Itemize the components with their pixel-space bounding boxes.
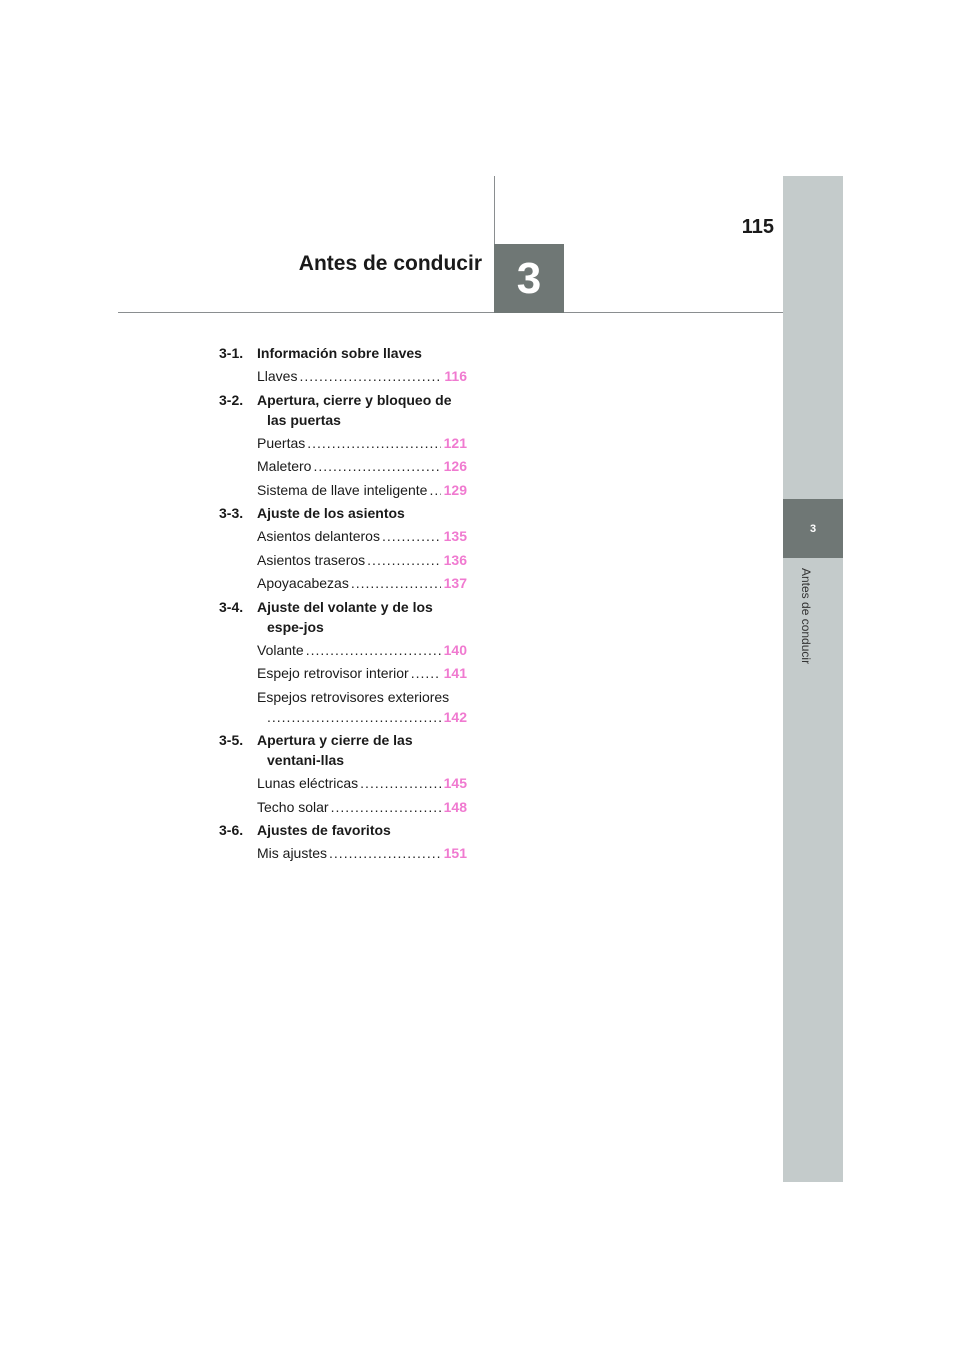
page-reference-link[interactable]: 141 [443,665,467,681]
toc-entry-label: Lunas eléctricas [257,775,359,791]
toc-entry[interactable] [257,773,467,793]
page-reference-link[interactable]: 136 [443,551,467,568]
section-title: Apertura y cierre de las ventani-llas [257,732,413,768]
side-tab-label: Antes de conducir [799,568,813,665]
page-reference-link[interactable]: 145 [443,775,467,791]
toc-entry-label: Sistema de llave inteligente [257,481,428,498]
toc-entry-label: Puertas [257,434,306,451]
toc-entry[interactable] [257,480,467,500]
dot-leader [360,773,440,793]
section-title: Ajuste de los asientos [257,505,405,521]
dot-leader [351,573,441,593]
toc-entry-label: Techo solar [257,798,329,815]
section-title: Ajuste del volante y de los espe-jos [257,598,433,635]
section-title: Información sobre llaves [257,345,422,361]
dot-leader [429,480,440,500]
page-reference-link[interactable]: 126 [443,458,467,474]
toc-section-heading [219,503,467,523]
toc-entry[interactable] [257,640,467,660]
dot-leader [267,707,441,727]
toc-entry-label: Apoyacabezas [257,575,349,591]
toc-entry-label: Maletero [257,458,312,474]
page-reference-link[interactable]: 116 [444,368,467,384]
section-number: 3-1. [219,345,244,361]
dot-leader [299,366,441,386]
toc-section-heading [219,597,467,637]
dot-leader [313,456,440,476]
section-number: 3-5. [219,732,244,748]
header-horizontal-rule [118,312,783,313]
toc-section-heading [219,390,467,430]
dot-leader [331,797,441,817]
toc-entry[interactable] [257,526,467,546]
toc-entry[interactable] [257,663,467,683]
dot-leader [411,663,441,683]
section-number: 3-6. [219,822,244,838]
toc-entry-label: Llaves [257,368,298,384]
dot-leader [329,843,441,863]
page-reference-link[interactable]: 142 [443,708,467,725]
chapter-title: Antes de conducir [298,252,482,275]
toc-entry-label: Espejo retrovisor interior [257,665,409,681]
toc-entry-label: Asientos delanteros [257,528,380,544]
toc-entry[interactable] [257,550,467,570]
toc-entry-label: Mis ajustes [257,845,328,861]
page-reference-link[interactable]: 151 [443,845,467,861]
page-reference-link[interactable]: 148 [443,798,467,815]
toc-entry[interactable] [257,366,467,386]
section-number: 3-4. [219,598,244,615]
page-reference-link[interactable]: 129 [443,481,467,498]
toc-section-heading [219,730,467,770]
dot-leader [307,433,440,453]
dot-leader [382,526,441,546]
toc-entry[interactable] [257,843,467,863]
toc-entry[interactable] [257,797,467,817]
toc-section-heading [219,820,467,840]
section-title: Apertura, cierre y bloqueo de las puertas [257,391,452,428]
toc-entry[interactable] [257,573,467,593]
side-tab [783,176,843,1182]
dot-leader [367,550,440,570]
section-title: Ajustes de favoritos [257,822,391,838]
toc-entry-label: Volante [257,641,304,658]
side-tab-number: 3 [783,499,843,558]
page-reference-link[interactable]: 140 [443,641,467,658]
section-number: 3-3. [219,505,244,521]
dot-leader [306,640,441,660]
page-reference-link[interactable]: 135 [443,528,467,544]
page-reference-link[interactable]: 121 [443,434,467,451]
toc-section-heading [219,343,467,363]
toc-entry[interactable] [257,433,467,453]
toc-entry-label: Asientos traseros [257,551,366,568]
section-number: 3-2. [219,391,244,408]
toc-entry-leader-line [257,707,467,727]
table-of-contents [219,343,467,867]
toc-entry[interactable] [257,687,467,727]
chapter-number-box [494,244,564,313]
toc-entry[interactable] [257,456,467,476]
page-number: 115 [741,216,774,238]
chapter-number: 3 [516,253,542,303]
page-reference-link[interactable]: 137 [443,575,467,591]
toc-entry-label: Espejos retrovisores exteriores [257,688,450,705]
